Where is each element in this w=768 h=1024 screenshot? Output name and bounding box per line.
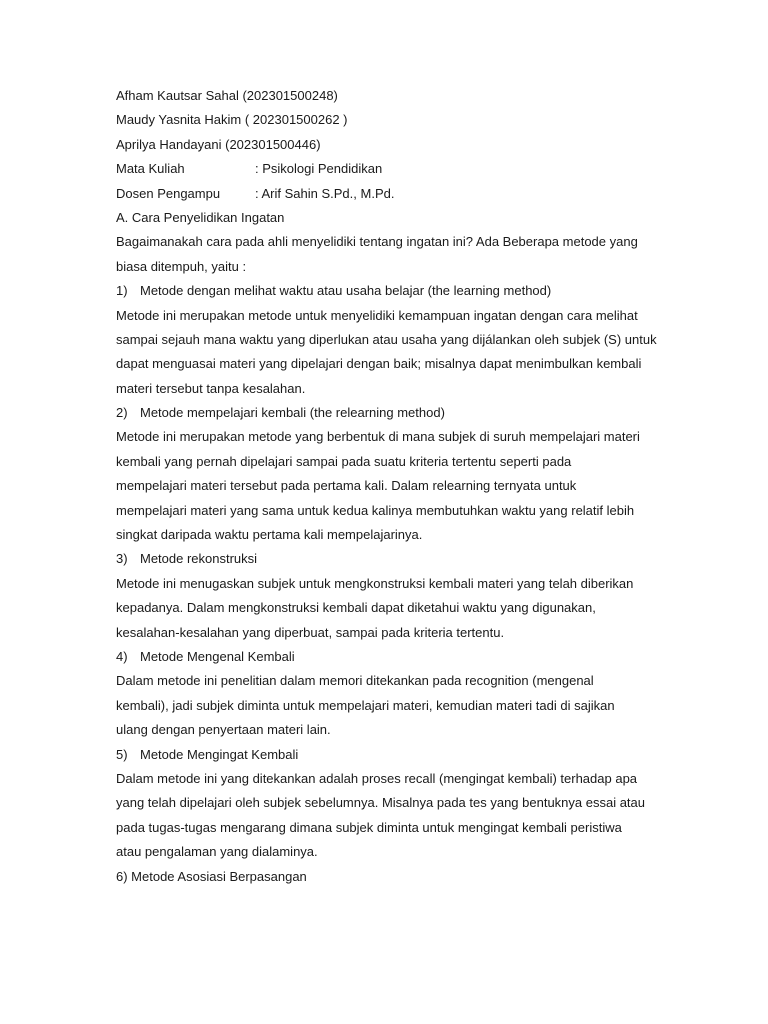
course-label: Mata Kuliah — [116, 161, 185, 177]
paragraph-line: atau pengalaman yang dialaminya. — [116, 844, 318, 860]
lecturer-row — [116, 182, 656, 206]
method-heading — [116, 645, 656, 669]
paragraph-line: Bagaimanakah cara pada ahli menyelidiki tentang ingatan ini? Ada Beberapa metode yang — [116, 234, 638, 250]
paragraph-line: kembali yang pernah dipelajari sampai pada suatu kriteria tertentu seperti pada — [116, 453, 572, 469]
author-line: Maudy Yasnita Hakim ( 202301500262 ) — [116, 112, 348, 128]
method-heading — [116, 401, 656, 425]
method-title: Metode dengan melihat waktu atau usaha belajar (the learning method) — [140, 283, 552, 299]
method-heading — [116, 547, 656, 571]
paragraph-line: Metode ini merupakan metode yang berbentuk di mana subjek di suruh mempelajari materi — [116, 429, 640, 445]
lecturer-value: : Arif Sahin S.Pd., M.Pd. — [255, 185, 395, 201]
method-title: Metode mempelajari kembali (the relearning method) — [140, 405, 445, 421]
paragraph-line: kepadanya. Dalam mengkonstruksi kembali dapat diketahui waktu yang digunakan, — [116, 600, 596, 616]
method-number: 2) — [116, 405, 128, 421]
method-paragraph — [116, 425, 656, 547]
paragraph-line: singkat daripada waktu pertama kali mempelajarinya. — [116, 527, 423, 543]
paragraph-line: Metode ini menugaskan subjek untuk mengkonstruksi kembali materi yang telah diberikan — [116, 575, 634, 591]
method-title: Metode Mengingat Kembali — [140, 746, 299, 762]
method-title: Metode Mengenal Kembali — [140, 648, 295, 664]
paragraph-line: yang telah dipelajari oleh subjek sebelumnya. Misalnya pada tes yang bentuknya essai atau — [116, 795, 646, 811]
paragraph-line: ulang dengan penyertaan materi lain. — [116, 722, 331, 738]
paragraph-line: dapat menguasai materi yang dipelajari dengan baik; misalnya dapat menimbulkan kembali — [116, 356, 642, 372]
paragraph-line: biasa ditempuh, yaitu : — [116, 258, 247, 274]
method-paragraph — [116, 669, 656, 742]
paragraph-line: Dalam metode ini yang ditekankan adalah proses recall (mengingat kembali) terhadap apa — [116, 770, 638, 786]
method-heading — [116, 743, 656, 767]
method-number: 5) — [116, 746, 128, 762]
paragraph-line: sampai sejauh mana waktu yang diperlukan atau usaha yang dijálankan oleh subjek (S) untuk — [116, 331, 657, 347]
method-paragraph — [116, 572, 656, 645]
author-line: Afham Kautsar Sahal (202301500248) — [116, 88, 338, 103]
method-paragraph — [116, 767, 656, 865]
paragraph-line: materi tersebut tanpa kesalahan. — [116, 380, 306, 396]
document-page — [116, 84, 656, 889]
method-number: 4) — [116, 648, 128, 664]
method-heading: 6) Metode Asosiasi Berpasangan — [116, 868, 307, 884]
intro-paragraph — [116, 230, 656, 279]
paragraph-line: pada tugas-tugas mengarang dimana subjek diminta untuk mengingat kembali peristiwa — [116, 819, 622, 835]
section-heading: A. Cara Penyelidikan Ingatan — [116, 209, 285, 225]
method-heading — [116, 279, 656, 303]
paragraph-line: mempelajari materi yang sama untuk kedua kalinya membutuhkan waktu yang relatif lebih — [116, 502, 635, 518]
paragraph-line: Dalam metode ini penelitian dalam memori ditekankan pada recognition (mengenal — [116, 673, 594, 689]
course-value: : Psikologi Pendidikan — [255, 161, 383, 177]
course-row — [116, 157, 656, 181]
paragraph-line: Metode ini merupakan metode untuk menyelidiki kemampuan ingatan dengan cara melihat — [116, 307, 638, 323]
paragraph-line: kesalahan-kesalahan yang diperbuat, sampai pada kriteria tertentu. — [116, 624, 505, 640]
lecturer-label: Dosen Pengampu — [116, 185, 221, 201]
method-paragraph — [116, 304, 656, 402]
method-title: Metode rekonstruksi — [140, 551, 258, 567]
author-line: Aprilya Handayani (202301500446) — [116, 136, 321, 152]
paragraph-line: mempelajari materi tersebut pada pertama kali. Dalam relearning ternyata untuk — [116, 478, 577, 494]
method-number: 3) — [116, 551, 128, 567]
paragraph-line: kembali), jadi subjek diminta untuk mempelajari materi, kemudian materi tadi di sajikan — [116, 697, 615, 713]
method-number: 1) — [116, 283, 128, 299]
